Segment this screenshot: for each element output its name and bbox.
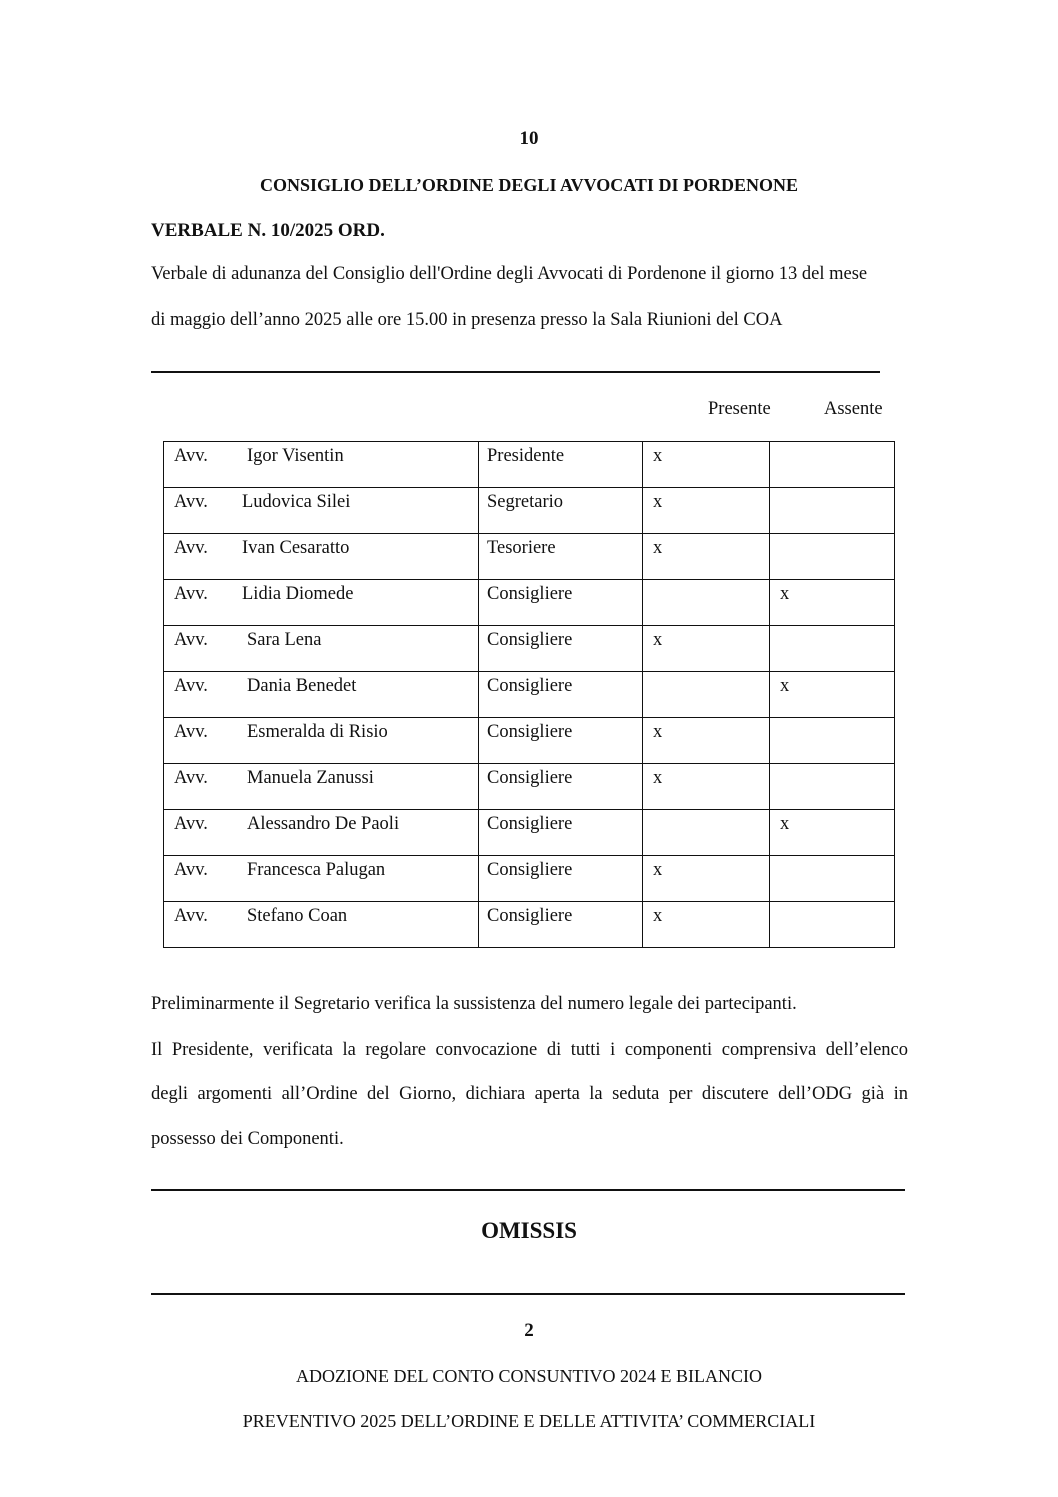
intro-line-1: Verbale di adunanza del Consiglio dell'Ordine degli Avvocati di Pordenone il giorno 13 del mese (151, 264, 868, 284)
col-header-absent: Assente (824, 399, 883, 419)
table-row (164, 764, 895, 810)
attendance-table (163, 441, 895, 948)
item-number: 2 (524, 1320, 534, 1341)
item-title-line-2: PREVENTIVO 2025 DELL’ORDINE E DELLE ATTIVITA’ COMMERCIALI (242, 1411, 816, 1431)
member-name: Francesca Palugan (247, 860, 386, 880)
table-row (164, 626, 895, 672)
absent-mark: x (780, 584, 790, 604)
member-title: Avv. (174, 768, 208, 788)
omissis-heading: OMISSIS (481, 1218, 577, 1243)
member-title: Avv. (174, 584, 208, 604)
divider-bottom (151, 1293, 905, 1295)
member-role: Segretario (487, 492, 564, 512)
table-row (164, 580, 895, 626)
paragraph-opening-line-2: degli argomenti all’Ordine del Giorno, dichiara aperta la seduta per discutere dell’ODG già in (151, 1084, 908, 1104)
table-row (164, 902, 895, 948)
member-name: Stefano Coan (247, 906, 348, 926)
table-row (164, 488, 895, 534)
intro-line-2: di maggio dell’anno 2025 alle ore 15.00 in presenza presso la Sala Riunioni del COA (151, 310, 783, 330)
member-role: Consigliere (487, 584, 573, 604)
member-name: Dania Benedet (247, 676, 357, 696)
table-row (164, 718, 895, 764)
item-title-line-1: ADOZIONE DEL CONTO CONSUNTIVO 2024 E BILANCIO (296, 1366, 762, 1386)
present-mark: x (653, 768, 663, 788)
org-title: CONSIGLIO DELL’ORDINE DEGLI AVVOCATI DI PORDENONE (260, 175, 798, 195)
member-name: Lidia Diomede (242, 584, 354, 604)
present-mark: x (653, 492, 663, 512)
member-role: Consigliere (487, 722, 573, 742)
member-name: Alessandro De Paoli (247, 814, 400, 834)
table-row (164, 672, 895, 718)
table-row (164, 810, 895, 856)
col-header-present: Presente (708, 399, 771, 419)
present-mark: x (653, 538, 663, 558)
member-title: Avv. (174, 814, 208, 834)
present-mark: x (653, 906, 663, 926)
member-name: Ludovica Silei (242, 492, 351, 512)
member-name: Esmeralda di Risio (247, 722, 388, 742)
divider-top (151, 371, 880, 373)
member-role: Consigliere (487, 906, 573, 926)
paragraph-opening-line-1: Il Presidente, verificata la regolare convocazione di tutti i componenti comprensiva dell’elenco (151, 1040, 908, 1060)
member-role: Consigliere (487, 814, 573, 834)
table-row (164, 534, 895, 580)
member-name: Ivan Cesaratto (242, 538, 350, 558)
member-name: Sara Lena (247, 630, 322, 650)
section-number: 10 (519, 128, 539, 149)
member-name: Igor Visentin (247, 446, 344, 466)
present-mark: x (653, 860, 663, 880)
absent-mark: x (780, 676, 790, 696)
verbale-number: VERBALE N. 10/2025 ORD. (151, 220, 385, 241)
paragraph-quorum: Preliminarmente il Segretario verifica la sussistenza del numero legale dei partecipanti. (151, 994, 797, 1014)
present-mark: x (653, 630, 663, 650)
member-title: Avv. (174, 630, 208, 650)
member-role: Consigliere (487, 630, 573, 650)
member-role: Consigliere (487, 676, 573, 696)
absent-mark: x (780, 814, 790, 834)
member-name: Manuela Zanussi (247, 768, 374, 788)
member-title: Avv. (174, 906, 208, 926)
member-role: Consigliere (487, 860, 573, 880)
member-title: Avv. (174, 538, 208, 558)
table-row (164, 442, 895, 488)
member-role: Presidente (487, 446, 565, 466)
divider-middle (151, 1189, 905, 1191)
member-title: Avv. (174, 676, 208, 696)
member-title: Avv. (174, 860, 208, 880)
member-title: Avv. (174, 722, 208, 742)
member-role: Tesoriere (487, 538, 556, 558)
present-mark: x (653, 722, 663, 742)
present-mark: x (653, 446, 663, 466)
member-role: Consigliere (487, 768, 573, 788)
table-row (164, 856, 895, 902)
paragraph-opening-line-3: possesso dei Componenti. (151, 1129, 344, 1149)
member-title: Avv. (174, 446, 208, 466)
member-title: Avv. (174, 492, 208, 512)
